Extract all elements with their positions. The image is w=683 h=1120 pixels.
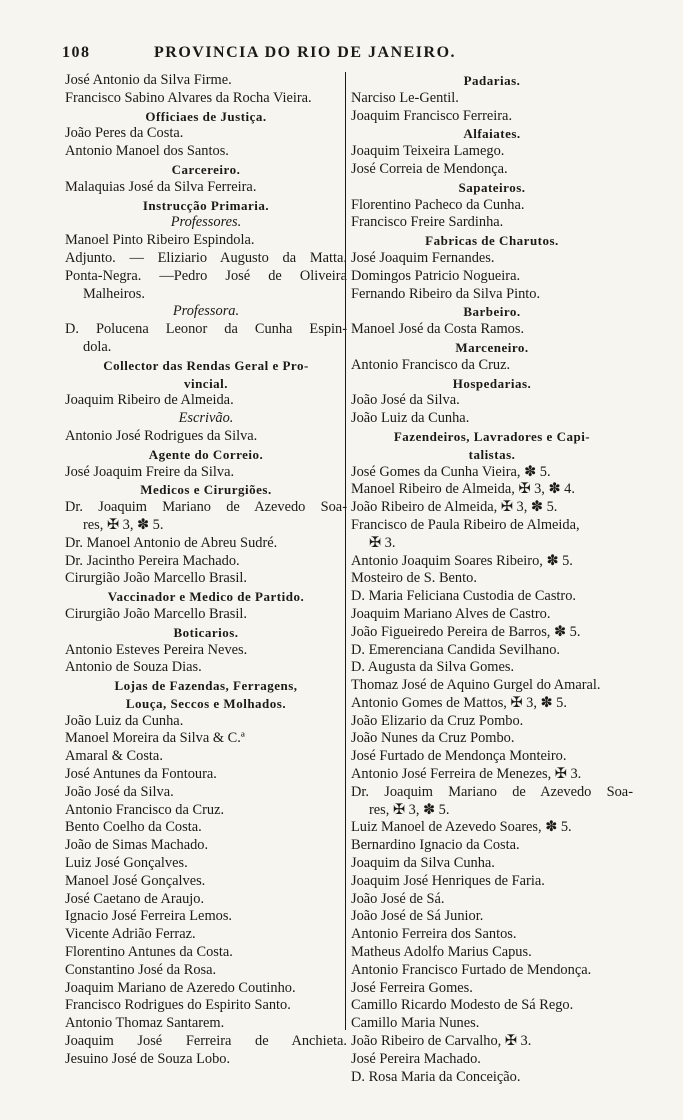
section-heading: Vaccinador e Medico de Partido. xyxy=(107,589,305,605)
entry-line: ✠ 3. xyxy=(369,534,396,551)
entry-line: Amaral & Costa. xyxy=(65,748,163,765)
section-heading: Lojas de Fazendas, Ferragens, xyxy=(114,678,298,694)
section-heading: Padarias. xyxy=(463,73,521,88)
entry-line: Ponta-Negra. —Pedro José de Oliveira xyxy=(65,267,347,284)
entry-line: José Furtado de Mendonça Monteiro. xyxy=(351,748,567,765)
section-heading: Officiaes de Justiça. xyxy=(145,108,267,124)
entry-line: José Joaquim Freire da Silva. xyxy=(65,463,235,480)
section-heading: Marceneiro. xyxy=(455,339,529,355)
section-heading: Collector das Rendas Geral e Pro- xyxy=(103,357,309,373)
entry-line: Fernando Ribeiro da Silva Pinto. xyxy=(351,285,541,302)
page-number: 108 xyxy=(62,44,91,61)
entry-line: Francisco Freire Sardinha. xyxy=(351,214,504,231)
entry-line: João Peres da Costa. xyxy=(65,125,184,142)
entry-line: João Figueiredo Pereira de Barros, ✽ 5. xyxy=(351,623,581,640)
entry-line: D. Emerenciana Candida Sevilhano. xyxy=(351,641,560,658)
entry-line: Manoel Ribeiro de Almeida, ✠ 3, ✽ 4. xyxy=(351,481,575,498)
entry-line: Manoel José da Costa Ramos. xyxy=(351,321,525,338)
entry-line: José Correia de Mendonça. xyxy=(351,160,508,177)
section-heading: Louça, Seccos e Molhados. xyxy=(125,695,287,711)
entry-line: Joaquim Mariano Alves de Castro. xyxy=(351,605,551,622)
entry-line: José Antonio da Silva Firme. xyxy=(65,72,232,88)
entry-line: José Gomes da Cunha Vieira, ✽ 5. xyxy=(351,463,551,480)
entry-line: Narciso Le-Gentil. xyxy=(351,89,459,106)
entry-line: Ignacio José Ferreira Lemos. xyxy=(65,908,233,925)
column-divider xyxy=(345,72,346,1030)
entry-line: res, ✠ 3, ✽ 5. xyxy=(83,516,164,533)
running-title: PROVINCIA DO RIO DE JANEIRO. xyxy=(154,44,457,61)
entry-line: Manoel José Gonçalves. xyxy=(65,872,206,889)
entry-line: Luiz José Gonçalves. xyxy=(65,855,188,872)
entry-line: Dr. Joaquim Mariano de Azevedo Soa- xyxy=(351,783,633,800)
entry-line: Joaquim Ribeiro de Almeida. xyxy=(65,392,234,409)
section-heading: Alfaiates. xyxy=(463,126,521,142)
entry-line: Antonio Francisco Furtado de Mendonça. xyxy=(351,961,592,978)
entry-line: Bernardino Ignacio da Costa. xyxy=(351,837,520,854)
entry-line: Joaquim Mariano de Azeredo Coutinho. xyxy=(65,979,296,996)
section-heading: Fazendeiros, Lavradores e Capi- xyxy=(393,428,591,444)
entry-line: João Ribeiro de Carvalho, ✠ 3. xyxy=(351,1033,532,1050)
entry-line: José Antunes da Fontoura. xyxy=(65,766,217,783)
section-heading: Barbeiro. xyxy=(463,304,521,320)
entry-line: Dr. Manoel Antonio de Abreu Sudré. xyxy=(65,534,278,551)
entry-line: Florentino Pacheco da Cunha. xyxy=(351,196,525,213)
entry-line: Adjunto. — Eliziario Augusto da Matta. xyxy=(65,249,347,266)
entry-line: Antonio José Rodrigues da Silva. xyxy=(65,427,258,444)
entry-line: Antonio Francisco da Cruz. xyxy=(65,801,225,818)
entry-line: Manoel Moreira da Silva & C.ª xyxy=(65,730,245,747)
section-heading: Medicos e Cirurgiões. xyxy=(140,482,272,498)
entry-line: D. Augusta da Silva Gomes. xyxy=(351,659,515,676)
entry-line: José Joaquim Fernandes. xyxy=(351,249,495,266)
right-column xyxy=(351,72,633,1086)
entry-line: José Caetano de Araujo. xyxy=(65,890,205,907)
section-heading: Instrucção Primaria. xyxy=(142,197,270,213)
entry-line: Camillo Ricardo Modesto de Sá Rego. xyxy=(351,997,574,1014)
subheading: Professora. xyxy=(172,303,240,320)
entry-line: D. Rosa Maria da Conceição. xyxy=(351,1068,521,1085)
entry-line: Francisco Sabino Alvares da Rocha Vieira. xyxy=(65,89,312,106)
entry-line: Malaquias José da Silva Ferreira. xyxy=(65,178,257,195)
entry-line: Matheus Adolfo Marius Capus. xyxy=(351,944,532,961)
entry-line: Vicente Adrião Ferraz. xyxy=(65,926,196,943)
entry-line: Joaquim da Silva Cunha. xyxy=(351,855,495,872)
section-heading: talistas. xyxy=(468,446,516,462)
entry-line: Joaquim José Ferreira de Anchieta. xyxy=(65,1033,347,1050)
entry-line: João Nunes da Cruz Pombo. xyxy=(351,730,515,747)
entry-line: João José da Silva. xyxy=(65,783,174,800)
subheading: Escrivão. xyxy=(178,410,234,427)
entry-line: Francisco de Paula Ribeiro de Almeida, xyxy=(351,516,580,533)
entry-line: Camillo Maria Nunes. xyxy=(351,1015,480,1032)
entry-line: João Ribeiro de Almeida, ✠ 3, ✽ 5. xyxy=(351,499,558,516)
left-column xyxy=(65,72,347,1069)
entry-line: Joaquim Francisco Ferreira. xyxy=(351,107,513,124)
entry-line: Constantino José da Rosa. xyxy=(65,961,217,978)
entry-line: Manoel Pinto Ribeiro Espindola. xyxy=(65,232,255,249)
entry-line: Thomaz José de Aquino Gurgel do Amaral. xyxy=(351,677,601,694)
section-heading: Hospedarias. xyxy=(452,375,532,391)
entry-line: Francisco Rodrigues do Espirito Santo. xyxy=(65,997,291,1014)
page-header xyxy=(62,44,642,68)
entry-line: Antonio de Souza Dias. xyxy=(65,659,202,676)
entry-line: Antonio José Ferreira de Menezes, ✠ 3. xyxy=(351,766,582,783)
entry-line: João Elizario da Cruz Pombo. xyxy=(351,712,524,729)
entry-line: Antonio Manoel dos Santos. xyxy=(65,143,229,160)
entry-line: D. Polucena Leonor da Cunha Espin- xyxy=(65,321,347,338)
entry-line: Mosteiro de S. Bento. xyxy=(351,570,477,587)
entry-line: João de Simas Machado. xyxy=(65,837,209,854)
section-heading: vincial. xyxy=(183,375,229,391)
entry-line: João Luiz da Cunha. xyxy=(351,410,470,427)
entry-line: Jesuino José de Souza Lobo. xyxy=(65,1050,231,1067)
entry-line: Joaquim Teixeira Lamego. xyxy=(351,143,505,160)
entry-line: Antonio Thomaz Santarem. xyxy=(65,1015,225,1032)
entry-line: Antonio Ferreira dos Santos. xyxy=(351,926,517,943)
entry-line: João José da Silva. xyxy=(351,392,460,409)
entry-line: Joaquim José Henriques de Faria. xyxy=(351,872,545,889)
subheading: Professores. xyxy=(170,214,242,231)
entry-line: Dr. Joaquim Mariano de Azevedo Soa- xyxy=(65,499,347,516)
entry-line: Malheiros. xyxy=(83,285,145,302)
section-heading: Carcereiro. xyxy=(171,161,241,177)
entry-line: Antonio Esteves Pereira Neves. xyxy=(65,641,248,658)
entry-line: dola. xyxy=(83,338,112,355)
entry-line: D. Maria Feliciana Custodia de Castro. xyxy=(351,588,577,605)
entry-line: José Ferreira Gomes. xyxy=(351,979,473,996)
section-heading: Boticarios. xyxy=(173,624,239,640)
section-heading: Sapateiros. xyxy=(458,179,526,195)
entry-line: João José de Sá Junior. xyxy=(351,908,484,925)
entry-line: João Luiz da Cunha. xyxy=(65,712,184,729)
entry-line: Antonio Gomes de Mattos, ✠ 3, ✽ 5. xyxy=(351,694,567,711)
entry-line: José Pereira Machado. xyxy=(351,1050,481,1067)
section-heading: Fabricas de Charutos. xyxy=(425,233,559,249)
entry-line: Cirurgião João Marcello Brasil. xyxy=(65,605,247,622)
entry-line: Domingos Patricio Nogueira. xyxy=(351,267,521,284)
entry-line: Cirurgião João Marcello Brasil. xyxy=(65,570,247,587)
entry-line: Dr. Jacintho Pereira Machado. xyxy=(65,552,240,569)
entry-line: Antonio Joaquim Soares Ribeiro, ✽ 5. xyxy=(351,552,573,569)
entry-line: Luiz Manoel de Azevedo Soares, ✽ 5. xyxy=(351,819,572,836)
entry-line: Bento Coelho da Costa. xyxy=(65,819,202,836)
entry-line: res, ✠ 3, ✽ 5. xyxy=(369,801,450,818)
entry-line: Antonio Francisco da Cruz. xyxy=(351,356,511,373)
entry-line: Florentino Antunes da Costa. xyxy=(65,944,233,961)
section-heading: Agente do Correio. xyxy=(148,446,264,462)
entry-line: João José de Sá. xyxy=(351,890,445,907)
